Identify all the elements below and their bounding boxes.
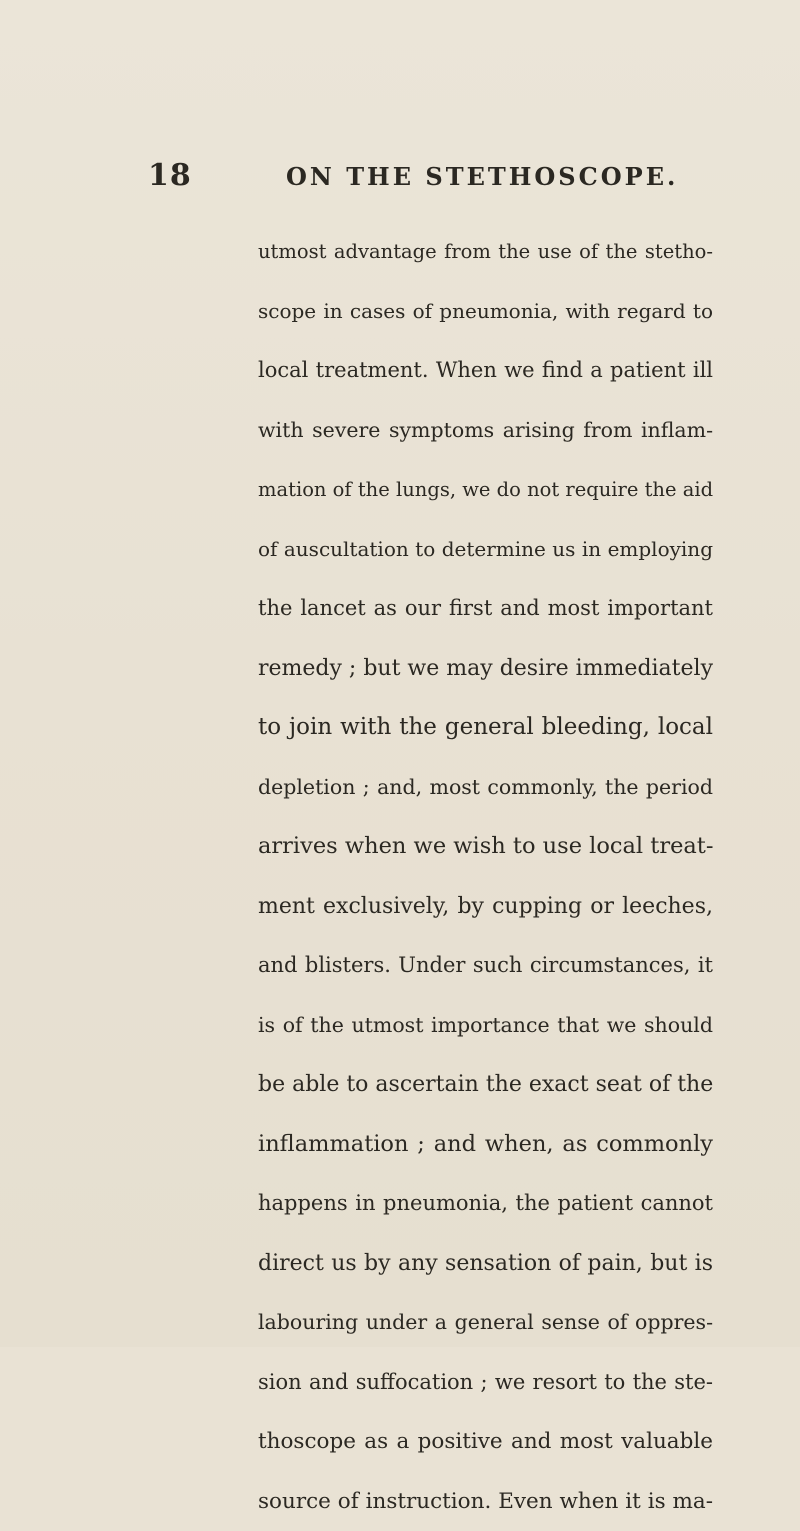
text-line: ment exclusively, by cupping or leeches, xyxy=(258,877,713,937)
text-line: to join with the general bleeding, local xyxy=(258,698,713,758)
text-line: be able to ascertain the exact seat of the xyxy=(258,1055,713,1115)
text-line: with severe symptoms arising from inflam- xyxy=(258,401,713,461)
text-line: of auscultation to determine us in employing xyxy=(258,520,713,580)
page-header xyxy=(148,158,708,198)
text-line: is of the utmost importance that we should xyxy=(258,996,713,1056)
text-line: and blisters. Under such circumstances, it xyxy=(258,936,713,996)
text-line: inflammation ; and when, as commonly xyxy=(258,1115,713,1175)
text-line: happens in pneumonia, the patient cannot xyxy=(258,1174,713,1234)
text-line: arrives when we wish to use local treat- xyxy=(258,817,713,877)
text-line: labouring under a general sense of oppres- xyxy=(258,1293,713,1353)
text-line: utmost advantage from the use of the stetho- xyxy=(258,222,713,282)
page-number: 18 xyxy=(148,158,192,193)
text-line: local treatment. When we find a patient ill xyxy=(258,341,713,401)
text-line: sion and suffocation ; we resort to the ste- xyxy=(258,1353,713,1413)
text-line: source of instruction. Even when it is ma- xyxy=(258,1472,713,1531)
text-line: direct us by any sensation of pain, but is xyxy=(258,1234,713,1294)
text-line: the lancet as our first and most important xyxy=(258,579,713,639)
text-line: scope in cases of pneumonia, with regard to xyxy=(258,282,713,342)
text-line: thoscope as a positive and most valuable xyxy=(258,1412,713,1472)
running-head: ON THE STETHOSCOPE. xyxy=(286,162,678,191)
text-line: mation of the lungs, we do not require the aid xyxy=(258,460,713,520)
body-text xyxy=(258,222,713,1531)
text-line: depletion ; and, most commonly, the period xyxy=(258,758,713,818)
text-line: remedy ; but we may desire immediately xyxy=(258,639,713,699)
